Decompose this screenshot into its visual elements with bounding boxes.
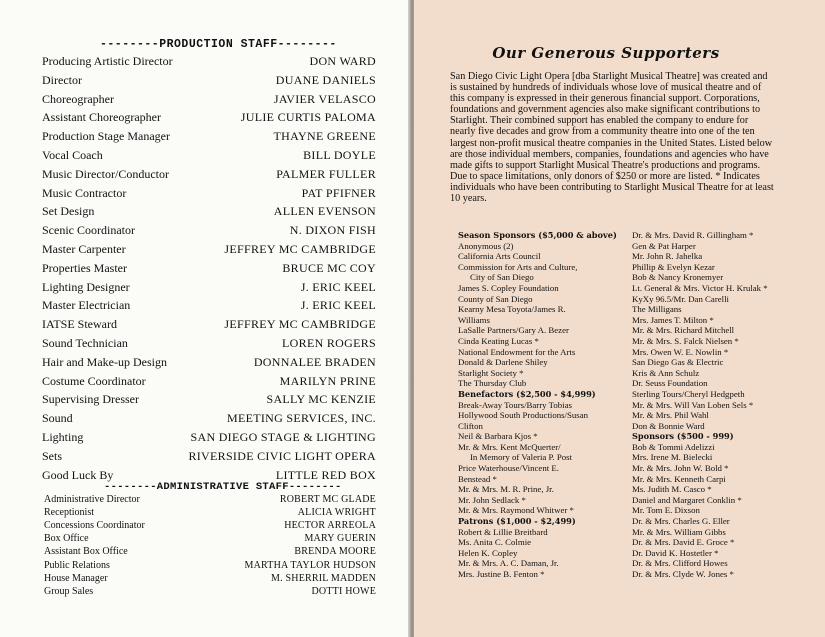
staff-name: N. DIXON FISH [289, 223, 376, 238]
admin-name: M. SHERRIL MADDEN [271, 572, 376, 584]
donor-entry: Dr. & Mrs. Clyde W. Jones * [632, 569, 734, 579]
staff-row [42, 92, 376, 110]
staff-row [42, 223, 376, 241]
donor-entry: Neil & Barbara Kjos * [458, 431, 538, 442]
donor-entry: Mr. & Mrs. Raymond Whitwer * [458, 505, 574, 516]
admin-row [44, 560, 376, 573]
donor-entry: California Arts Council [458, 251, 541, 262]
donor-entry: Mr. & Mrs. John W. Bold * [632, 463, 729, 474]
donor-entry: Price Waterhouse/Vincent E. [458, 463, 559, 474]
staff-role: Sound [42, 411, 73, 426]
admin-role: Administrative Director [44, 494, 140, 505]
donor-entry: Phillip & Evelyn Kezar [632, 261, 715, 272]
staff-row [42, 280, 376, 298]
donor-entry: Dr. & Mrs. David E. Groce * [632, 537, 735, 548]
staff-name: SALLY MC KENZIE [266, 392, 376, 407]
staff-name: JEFFREY MC CAMBRIDGE [224, 242, 376, 256]
staff-role: Set Design [42, 204, 95, 219]
staff-row [42, 186, 376, 204]
donor-entry: Benstead * [458, 473, 497, 484]
donor-entry: Break-Away Tours/Barry Tobias [458, 399, 572, 410]
donor-entry: Bob & Tommi Adelizzi [632, 441, 715, 452]
donor-entry: Ms. Anita C. Colmie [458, 537, 532, 548]
donor-entry: Dr. David K. Hostetler * [632, 547, 719, 558]
donor-entry: Mr. John Sedlack * [458, 494, 526, 505]
donor-entry: Don & Bonnie Ward [632, 420, 705, 431]
donor-entry: Dr. & Mrs. David R. Gillingham * [632, 230, 754, 240]
donor-entry: Kearny Mesa Toyota/James R. [458, 304, 566, 315]
donor-entry: Starlight Society * [458, 367, 524, 378]
staff-row [42, 336, 376, 354]
staff-role: Vocal Coach [42, 148, 103, 162]
admin-name: ALICIA WRIGHT [297, 507, 376, 519]
donor-entry: Mr. Tom E. Dixson [632, 505, 700, 516]
staff-role: Lighting [42, 430, 84, 444]
donor-entry: Mr. & Mrs. S. Falck Nielsen * [632, 335, 739, 346]
staff-name: LOREN ROGERS [282, 336, 376, 350]
donor-entry: Mr. & Mrs. Richard Mitchell [632, 325, 735, 336]
donor-entry: Sterling Tours/Cheryl Hedgpeth [632, 388, 745, 399]
admin-name: HECTOR ARREOLA [284, 520, 376, 532]
staff-role: Lighting Designer [42, 279, 130, 294]
donor-category: Season Sponsors ($5,000 & above) [458, 230, 617, 240]
staff-role: Sound Technician [42, 336, 128, 350]
staff-row [42, 392, 376, 410]
donor-category: Patrons ($1,000 - $2,499) [458, 516, 576, 527]
donor-entry: Helen K. Copley [458, 547, 518, 558]
staff-role: Production Stage Manager [42, 129, 170, 144]
donor-entry: Dr. & Mrs. Clifford Howes [632, 558, 728, 569]
donor-entry: Mr. & Mrs. M. R. Prine, Jr. [458, 484, 554, 495]
staff-name: DONNALEE BRADEN [253, 354, 376, 369]
donor-entry: Clifton [458, 420, 483, 431]
donor-entry: Bob & Nancy Kronemyer [632, 272, 724, 283]
staff-row [42, 167, 376, 185]
donor-entry: National Endowment for the Arts [458, 346, 576, 357]
donor-entry: Mrs. Justine B. Fenton * [458, 569, 545, 579]
donor-entry: City of San Diego [470, 272, 534, 283]
admin-row [44, 494, 376, 507]
admin-role: Box Office [44, 533, 89, 545]
admin-name: BRENDA MOORE [294, 546, 376, 558]
donor-entry: LaSalle Partners/Gary A. Bezer [458, 325, 569, 336]
donor-entry: San Diego Gas & Electric [632, 357, 724, 368]
staff-row [42, 148, 376, 166]
donor-entry: Mr. & Mrs. Will Van Loben Sels * [632, 399, 754, 410]
supporters-left-column [458, 230, 630, 580]
staff-name: DUANE DANIELS [275, 72, 376, 87]
donor-entry: Mrs. Owen W. E. Nowlin * [632, 346, 729, 357]
staff-name: ALLEN EVENSON [273, 204, 376, 219]
staff-role: Scenic Coordinator [42, 223, 135, 238]
staff-row [42, 261, 376, 279]
admin-row [44, 533, 376, 546]
admin-row [44, 520, 376, 533]
admin-row [44, 586, 376, 599]
donor-entry: Hollywood South Productions/Susan [458, 410, 589, 421]
supporters-intro: San Diego Civic Light Opera [dba Starlight Musical Theatre] was created and is sustained by hundreds of individuals whose love of musical theatre and of this company is expressed in their generous financial support. Corporations, foundations and government agencies also make significant contributions to Starlight. Their combined support has enabled the company to endure for nearly five decades and grow from a community theatre into one of the ten largest non-profit musical theatre companies in the United States. Listed below are those individual members, companies, foundations and agencies who have made gifts to support Starlight Musical Theatre's productions and programs. Due to space limitations, only donors of $250 or more are listed. * Indicates individuals who have been contributing to Starlight Musical Theatre for at least 10 years. [450, 71, 774, 205]
staff-row [42, 355, 376, 373]
donor-entry: Cinda Keating Lucas * [458, 335, 539, 346]
staff-row [42, 449, 376, 467]
donor-entry: The Thursday Club [458, 378, 527, 389]
staff-role: Assistant Choreographer [42, 110, 161, 125]
staff-row [42, 298, 376, 316]
staff-role: Music Contractor [42, 185, 127, 200]
staff-name: THAYNE GREENE [273, 129, 376, 144]
staff-role: Sets [42, 448, 63, 463]
staff-row [42, 129, 376, 147]
staff-role: Properties Master [42, 260, 127, 275]
donor-entry: In Memory of Valeria P. Post [470, 452, 572, 463]
admin-row [44, 573, 376, 586]
donor-category: Sponsors ($500 - 999) [632, 431, 734, 442]
admin-row [44, 546, 376, 559]
staff-row [42, 317, 376, 335]
staff-role: Producing Artistic Director [42, 54, 173, 68]
donor-entry: Anonymous (2) [458, 240, 514, 251]
admin-role: House Manager [44, 572, 108, 584]
admin-role: Public Relations [44, 559, 110, 571]
admin-role: Group Sales [44, 585, 94, 597]
staff-name: J. ERIC KEEL [300, 279, 376, 294]
staff-role: Music Director/Conductor [42, 166, 169, 181]
donor-entry: Robert & Lillie Breitbard [458, 526, 548, 537]
donor-entry: Lt. General & Mrs. Victor H. Krulak * [632, 282, 768, 293]
staff-name: SAN DIEGO STAGE & LIGHTING [190, 430, 376, 444]
staff-role: Choreographer [42, 91, 114, 106]
admin-name: ROBERT MC GLADE [279, 494, 376, 505]
staff-role: Master Carpenter [42, 242, 126, 256]
donor-entry: Mr. & Mrs. A. C. Daman, Jr. [458, 558, 559, 569]
donor-entry: Williams [458, 314, 490, 325]
donor-entry: Mr. & Mrs. Kent McQuerter/ [458, 441, 561, 452]
donor-entry: James S. Copley Foundation [458, 282, 559, 293]
staff-name: J. ERIC KEEL [300, 298, 376, 313]
staff-role: Director [42, 72, 82, 87]
donor-entry: Dr. & Mrs. Charles G. Eller [632, 516, 730, 527]
donor-entry: Daniel and Margaret Conklin * [632, 494, 742, 505]
staff-name: JULIE CURTIS PALOMA [240, 110, 376, 125]
staff-role: Costume Coordinator [42, 373, 146, 388]
staff-name: JEFFREY MC CAMBRIDGE [224, 317, 376, 332]
admin-name: MARY GUERIN [304, 533, 376, 545]
donor-entry: Kris & Ann Schulz [632, 367, 700, 378]
staff-name: BILL DOYLE [303, 148, 376, 162]
staff-row [42, 73, 376, 91]
staff-name: JAVIER VELASCO [273, 91, 376, 106]
staff-row [42, 54, 376, 72]
staff-row [42, 374, 376, 392]
staff-name: BRUCE MC COY [282, 260, 376, 275]
donor-entry: Dr. Seuss Foundation [632, 378, 708, 389]
staff-row [42, 110, 376, 128]
admin-row [44, 507, 376, 520]
donor-entry: Gen & Pat Harper [632, 240, 696, 251]
staff-name: MARILYN PRINE [279, 373, 376, 388]
donor-entry: Mr. & Mrs. Phil Wahl [632, 410, 709, 421]
donor-entry: Mrs. James T. Milton * [632, 314, 714, 325]
supporters-right-column [632, 230, 822, 580]
staff-role: Master Electrician [42, 298, 131, 313]
staff-row [42, 204, 376, 222]
staff-role: Supervising Dresser [42, 392, 139, 407]
staff-role: Hair and Make-up Design [42, 354, 167, 369]
supporters-title: Our Generous Supporters [492, 44, 720, 62]
donor-entry: Mr. & Mrs. William Gibbs [632, 526, 726, 537]
staff-name: PAT PFIFNER [301, 185, 376, 200]
donor-entry: The Milligans [632, 304, 682, 315]
donor-entry: Mr. John R. Jahelka [632, 251, 703, 262]
staff-name: LITTLE RED BOX [275, 467, 376, 482]
donor-entry: County of San Diego [458, 293, 533, 304]
donor-entry: Mrs. Irene M. Bielecki [632, 452, 713, 463]
staff-name: DON WARD [309, 54, 376, 68]
admin-role: Receptionist [44, 507, 94, 519]
administrative-staff-heading: --------ADMINISTRATIVE STAFF-------- [104, 481, 342, 493]
donor-entry: Donald & Darlene Shiley [458, 357, 548, 368]
staff-name: MEETING SERVICES, INC. [227, 411, 376, 426]
donor-category: Benefactors ($2,500 - $4,999) [458, 388, 596, 399]
production-staff-heading: --------PRODUCTION STAFF-------- [100, 38, 337, 51]
staff-name: RIVERSIDE CIVIC LIGHT OPERA [188, 448, 376, 463]
staff-row [42, 411, 376, 429]
donor-entry: Commission for Arts and Culture, [458, 261, 578, 272]
staff-name: PALMER FULLER [276, 166, 376, 181]
admin-name: DOTTI HOWE [311, 585, 376, 597]
donor-entry: Mr. & Mrs. Kenneth Carpi [632, 473, 726, 484]
staff-role: IATSE Steward [42, 317, 117, 332]
donor-entry: Ms. Judith M. Casco * [632, 484, 712, 495]
admin-name: MARTHA TAYLOR HUDSON [244, 559, 376, 571]
admin-role: Concessions Coordinator [44, 520, 145, 532]
donor-entry: KyXy 96.5/Mr. Dan Carelli [632, 293, 729, 304]
staff-row [42, 430, 376, 448]
admin-role: Assistant Box Office [44, 546, 128, 558]
staff-row [42, 242, 376, 260]
staff-role: Good Luck By [42, 467, 114, 482]
